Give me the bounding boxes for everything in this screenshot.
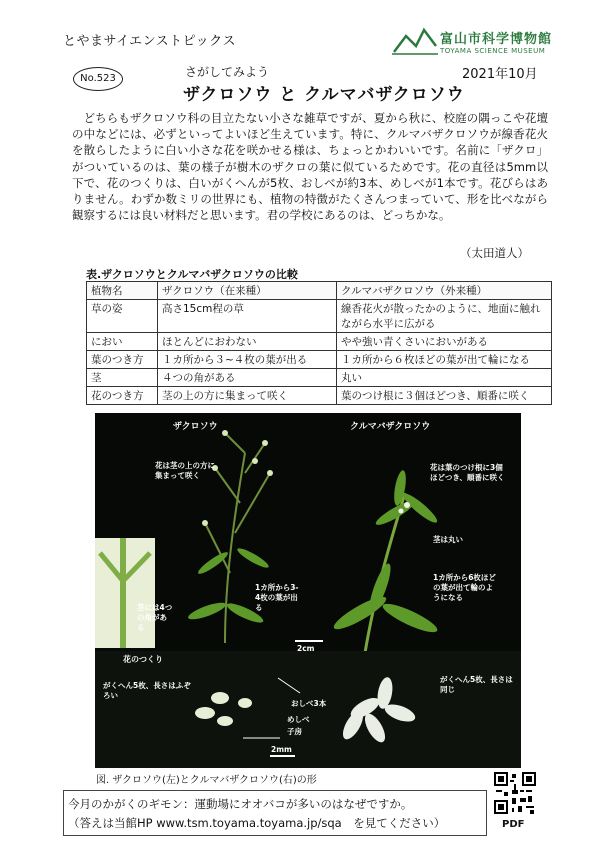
issue-date: 2021年10月 <box>462 67 538 82</box>
table-header-row <box>87 282 552 300</box>
table-cell: 高さ15cm程の草 <box>158 300 337 333</box>
article-body <box>72 110 548 223</box>
answer-hint-link[interactable]: （答えは当館HP www.tsm.toyama.toyama.jp/sqa を見てください） <box>68 816 446 830</box>
author: （太田道人） <box>460 246 529 260</box>
title-kicker: さがしてみよう <box>185 65 270 79</box>
qr-code-icon[interactable] <box>494 772 536 814</box>
table-row <box>87 369 552 387</box>
figure-caption: 図. ザクロソウ(左)とクルマバザクロソウ(右)の形 <box>96 775 317 786</box>
table-cell: 線香花火が散ったかのように、地面に触れながら水平に広がる <box>337 300 552 333</box>
table-cell: やや強い青くさいにおいがある <box>337 333 552 351</box>
table-cell: １カ所から３~４枚の葉が出る <box>158 351 337 369</box>
museum-name-en: TOYAMA SCIENCE MUSEUM <box>440 47 546 55</box>
table-cell: 花のつき方 <box>87 387 158 405</box>
article-paragraph: どちらもザクロソウ科の目立たない小さな雑草ですが、夏から秋に、校庭の隅っこや花壇の中などには、必ずといってよいほど生えています。特に、クルマバザクロソウが線香花火を散らしたように白い小さな花を咲かせる様は、ちょっとかわいいです。名前に「ザクロ」がついているのは、葉の様子が樹木のザクロの葉に似ているためです。花の直径は5mm以下で、花のつくりは、白いがくへんが5枚、おしべが約3本、めしべが1本です。花びらはありません。わずか数ミリの世界にも、植物の特徴がたくさんつまっていて、形を比べながら観察するには良い材料だと思います。君の学校にあるのは、どっちかな。 <box>72 111 548 223</box>
note-pistil: めしべ <box>287 715 310 724</box>
note-stem-4-angles: 茎には4つの角がある <box>137 603 173 632</box>
scale-2mm-label: 2mm <box>271 745 292 754</box>
museum-name: 富山市科学博物館 <box>440 32 553 47</box>
table-cell: 丸い <box>337 369 552 387</box>
table-cell: 草の姿 <box>87 300 158 333</box>
table-row <box>87 333 552 351</box>
plant-photo-figure <box>95 413 521 768</box>
issue-number-badge: No.523 <box>73 67 123 91</box>
table-header-cell: ザクロソウ（在来種） <box>158 282 337 300</box>
page-title: ザクロソウ と クルマバザクロソウ <box>183 85 465 105</box>
table-header-cell: クルマバザクロソウ（外来種） <box>337 282 552 300</box>
photo-left-title: ザクロソウ <box>173 422 218 432</box>
table-cell: におい <box>87 333 158 351</box>
table-row <box>87 387 552 405</box>
table-title: 表.ザクロソウとクルマバザクロソウの比較 <box>86 268 298 281</box>
table-cell: ほとんどにおわない <box>158 333 337 351</box>
note-ovary: 子房 <box>287 727 302 736</box>
table-cell: 茎の上の方に集まって咲く <box>158 387 337 405</box>
table-header-cell: 植物名 <box>87 282 158 300</box>
note-stem-round: 茎は丸い <box>433 535 463 544</box>
mountain-logo-icon <box>392 26 438 56</box>
note-stamens: おしべ3本 <box>291 699 327 708</box>
note-sepals-equal: がくへん5枚、長さは同じ <box>440 675 513 694</box>
table-cell: 茎 <box>87 369 158 387</box>
series-name: とやまサイエンストピックス <box>63 34 237 49</box>
scale-2cm-label: 2cm <box>297 644 315 653</box>
comparison-table <box>86 281 552 405</box>
note-leaves-6-whorl: 1カ所から6枚ほどの葉が出て輪のようになる <box>433 573 496 602</box>
note-sepals-uneven: がくへん5枚、長さはふぞろい <box>103 681 191 700</box>
table-cell: ４つの角がある <box>158 369 337 387</box>
table-row <box>87 351 552 369</box>
table-cell: 葉のつき方 <box>87 351 158 369</box>
flower-structure-title: 花のつくり <box>123 655 163 664</box>
table-cell: 葉のつけ根に３個ほどつき、順番に咲く <box>337 387 552 405</box>
photo-right-title: クルマバザクロソウ <box>350 422 431 432</box>
table-row <box>87 300 552 333</box>
table-cell: １カ所から６枚ほどの葉が出て輪になる <box>337 351 552 369</box>
note-flowers-leaf-base: 花は葉のつけ根に3個ほどつき、順番に咲く <box>430 463 505 482</box>
note-leaves-3-4: 1カ所から3-4枚の葉が出る <box>255 583 299 612</box>
note-flowers-top: 花は茎の上の方に集まって咲く <box>155 461 215 480</box>
science-question: 今月のかがくのギモン：運動場にオオバコが多いのはなぜですか。 <box>68 797 413 811</box>
museum-logo[interactable] <box>392 22 562 62</box>
pdf-label: PDF <box>502 819 525 830</box>
